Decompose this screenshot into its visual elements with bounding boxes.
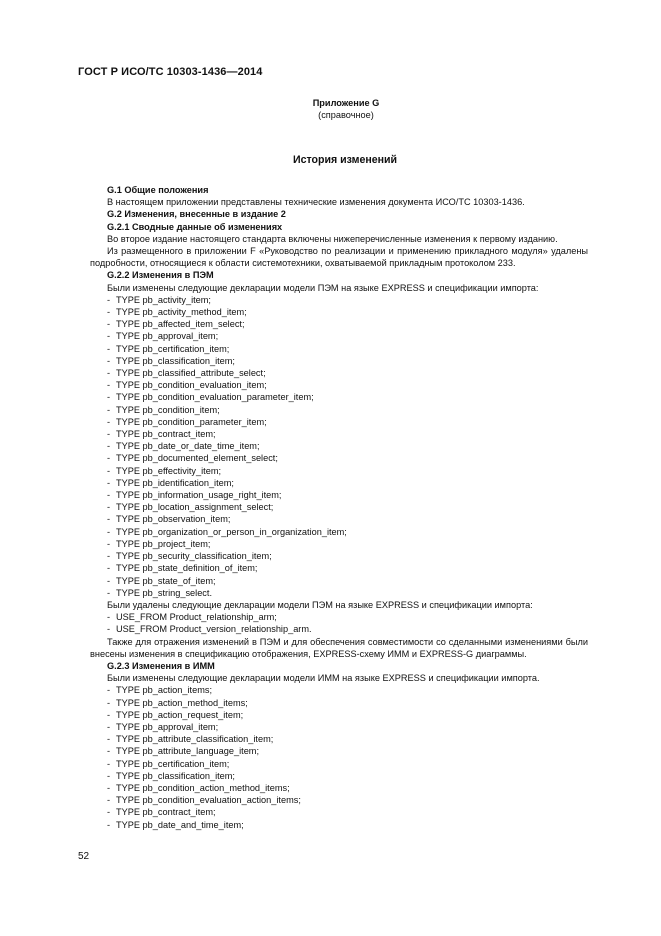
list-dash: - — [107, 819, 111, 830]
list-item-text: TYPE pb_observation_item; — [116, 514, 231, 525]
section-heading-g22: G.2.2 Изменения в ПЭМ — [107, 270, 214, 281]
list-item — [90, 513, 588, 525]
list-dash: - — [107, 770, 111, 781]
list-item-text: TYPE pb_condition_item; — [116, 404, 220, 415]
list-item — [90, 306, 588, 318]
list-item — [90, 367, 588, 379]
list-dash: - — [107, 441, 111, 452]
list-dash: - — [107, 795, 111, 806]
list-dash: - — [107, 355, 111, 366]
list-item — [90, 721, 588, 733]
annex-type: (справочное) — [318, 110, 374, 120]
list-item-text: TYPE pb_action_method_items; — [116, 697, 248, 708]
list-dash: - — [107, 392, 111, 403]
list-item-text: TYPE pb_location_assignment_select; — [116, 502, 274, 513]
list-item-text: TYPE pb_classified_attribute_select; — [116, 368, 266, 379]
list-item-text: TYPE pb_string_select. — [116, 587, 213, 598]
paragraph-g1: В настоящем приложении представлены технические изменения документа ИСО/ТС 10303-1436. — [107, 197, 525, 208]
list-dash: - — [107, 368, 111, 379]
list-item-text: TYPE pb_certification_item; — [116, 343, 230, 354]
list-dash: - — [107, 526, 111, 537]
list-item — [90, 758, 588, 770]
list-dash: - — [107, 465, 111, 476]
list-item — [90, 294, 588, 306]
list-g22-removed — [90, 611, 588, 635]
list-dash: - — [107, 624, 111, 635]
list-dash: - — [107, 575, 111, 586]
list-dash: - — [107, 551, 111, 562]
list-dash: - — [107, 490, 111, 501]
list-item-text: TYPE pb_attribute_language_item; — [116, 746, 260, 757]
list-dash: - — [107, 514, 111, 525]
list-item-text: TYPE pb_security_classification_item; — [116, 551, 272, 562]
list-item-text: TYPE pb_affected_item_select; — [116, 319, 245, 330]
list-dash: - — [107, 319, 111, 330]
list-item — [90, 697, 588, 709]
list-item-text: TYPE pb_condition_evaluation_item; — [116, 380, 267, 391]
list-item-text: TYPE pb_activity_method_item; — [116, 307, 247, 318]
list-item — [90, 684, 588, 696]
list-item — [90, 806, 588, 818]
list-g22-changed — [90, 294, 588, 599]
list-item — [90, 526, 588, 538]
list-item-text: TYPE pb_organization_or_person_in_organization_item; — [116, 526, 347, 537]
list-g23-changed — [90, 684, 588, 830]
list-item-text: TYPE pb_condition_evaluation_parameter_item; — [116, 392, 314, 403]
list-dash: - — [107, 404, 111, 415]
section-heading-g23: G.2.3 Изменения в ИММ — [107, 660, 215, 671]
list-item — [90, 330, 588, 342]
list-item-text: TYPE pb_activity_item; — [116, 294, 211, 305]
page-number: 52 — [78, 851, 90, 862]
list-item — [90, 379, 588, 391]
list-item — [90, 404, 588, 416]
list-item — [90, 477, 588, 489]
list-item-text: TYPE pb_information_usage_right_item; — [116, 490, 282, 501]
list-item-text: TYPE pb_certification_item; — [116, 758, 230, 769]
list-dash: - — [107, 453, 111, 464]
paragraph-g23-1: Были изменены следующие декларации модели ИММ на языке EXPRESS и спецификации импорта. — [107, 673, 540, 684]
list-item-text: USE_FROM Product_relationship_arm; — [116, 612, 277, 623]
list-item-text: TYPE pb_condition_action_method_items; — [116, 782, 290, 793]
list-item — [90, 770, 588, 782]
list-item-text: TYPE pb_contract_item; — [116, 429, 216, 440]
list-item — [90, 611, 588, 623]
annex-heading — [296, 97, 396, 121]
list-item-text: TYPE pb_classification_item; — [116, 770, 235, 781]
list-dash: - — [107, 416, 111, 427]
list-item — [90, 575, 588, 587]
list-item — [90, 587, 588, 599]
list-item-text: TYPE pb_identification_item; — [116, 477, 234, 488]
list-item-text: TYPE pb_approval_item; — [116, 721, 219, 732]
list-item — [90, 733, 588, 745]
list-dash: - — [107, 331, 111, 342]
list-item — [90, 501, 588, 513]
list-item-text: TYPE pb_action_request_item; — [116, 709, 244, 720]
list-item-text: TYPE pb_project_item; — [116, 538, 211, 549]
list-dash: - — [107, 343, 111, 354]
list-item — [90, 489, 588, 501]
list-dash: - — [107, 429, 111, 440]
list-item — [90, 465, 588, 477]
list-item — [90, 318, 588, 330]
section-heading-g1: G.1 Общие положения — [107, 185, 209, 195]
list-item — [90, 452, 588, 464]
list-item — [90, 562, 588, 574]
list-dash: - — [107, 502, 111, 513]
list-item-text: TYPE pb_contract_item; — [116, 807, 216, 818]
list-item — [90, 440, 588, 452]
section-heading-g2: G.2 Изменения, внесенные в издание 2 — [107, 209, 286, 220]
list-dash: - — [107, 746, 111, 757]
list-dash: - — [107, 685, 111, 696]
list-item — [90, 550, 588, 562]
list-item-text: TYPE pb_action_items; — [116, 685, 213, 696]
list-item — [90, 343, 588, 355]
list-item — [90, 355, 588, 367]
list-item-text: TYPE pb_state_definition_of_item; — [116, 563, 258, 574]
list-dash: - — [107, 477, 111, 488]
list-item — [90, 709, 588, 721]
list-dash: - — [107, 697, 111, 708]
list-item — [90, 794, 588, 806]
list-item — [90, 623, 588, 635]
section-heading-g21: G.2.1 Сводные данные об изменениях — [107, 221, 283, 232]
list-dash: - — [107, 782, 111, 793]
list-dash: - — [107, 807, 111, 818]
paragraph-g21-2: Из размещенного в приложении F «Руководство по реализации и применению прикладного модуля» удалены подробности, относящиеся к области системотехники, охватываемой прикладным протоколом 233. — [90, 246, 588, 269]
paragraph-g22-1: Были изменены следующие декларации модели ПЭМ на языке EXPRESS и спецификации импорта: — [107, 282, 539, 293]
list-dash: - — [107, 538, 111, 549]
list-item-text: TYPE pb_state_of_item; — [116, 575, 216, 586]
list-dash: - — [107, 587, 111, 598]
list-dash: - — [107, 612, 111, 623]
list-dash: - — [107, 721, 111, 732]
list-item — [90, 745, 588, 757]
list-item — [90, 819, 588, 831]
paragraph-g21-1: Во второе издание настоящего стандарта включены нижеперечисленные изменения к первому изданию. — [107, 233, 558, 244]
list-dash: - — [107, 709, 111, 720]
list-item-text: TYPE pb_documented_element_select; — [116, 453, 278, 464]
list-item — [90, 416, 588, 428]
paragraph-g22-3: Также для отражения изменений в ПЭМ и для обеспечения совместимости со сделанными изменениями были внесены изменения в спецификацию отображения, EXPRESS-схему ИММ и EXPRESS-G диаграммы. — [90, 636, 588, 659]
list-dash: - — [107, 758, 111, 769]
document-header: ГОСТ Р ИСО/ТС 10303-1436—2014 — [78, 66, 263, 78]
list-dash: - — [107, 294, 111, 305]
annex-title: Приложение G — [312, 98, 380, 108]
list-item-text: TYPE pb_classification_item; — [116, 355, 235, 366]
list-item-text: TYPE pb_approval_item; — [116, 331, 219, 342]
list-item-text: TYPE pb_date_or_date_time_item; — [116, 441, 260, 452]
list-item — [90, 782, 588, 794]
list-item — [90, 428, 588, 440]
list-item-text: TYPE pb_effectivity_item; — [116, 465, 222, 476]
list-dash: - — [107, 563, 111, 574]
list-item — [90, 391, 588, 403]
list-item-text: TYPE pb_attribute_classification_item; — [116, 734, 274, 745]
list-dash: - — [107, 734, 111, 745]
paragraph-g22-2: Были удалены следующие декларации модели ПЭМ на языке EXPRESS и спецификации импорта: — [107, 599, 533, 610]
list-item-text: USE_FROM Product_version_relationship_arm. — [116, 624, 312, 635]
list-dash: - — [107, 380, 111, 391]
annex-main-title: История изменений — [292, 154, 398, 166]
list-dash: - — [107, 307, 111, 318]
list-item-text: TYPE pb_condition_parameter_item; — [116, 416, 267, 427]
list-item-text: TYPE pb_date_and_time_item; — [116, 819, 244, 830]
list-item-text: TYPE pb_condition_evaluation_action_items; — [116, 795, 301, 806]
list-item — [90, 538, 588, 550]
annex-body — [90, 184, 588, 831]
